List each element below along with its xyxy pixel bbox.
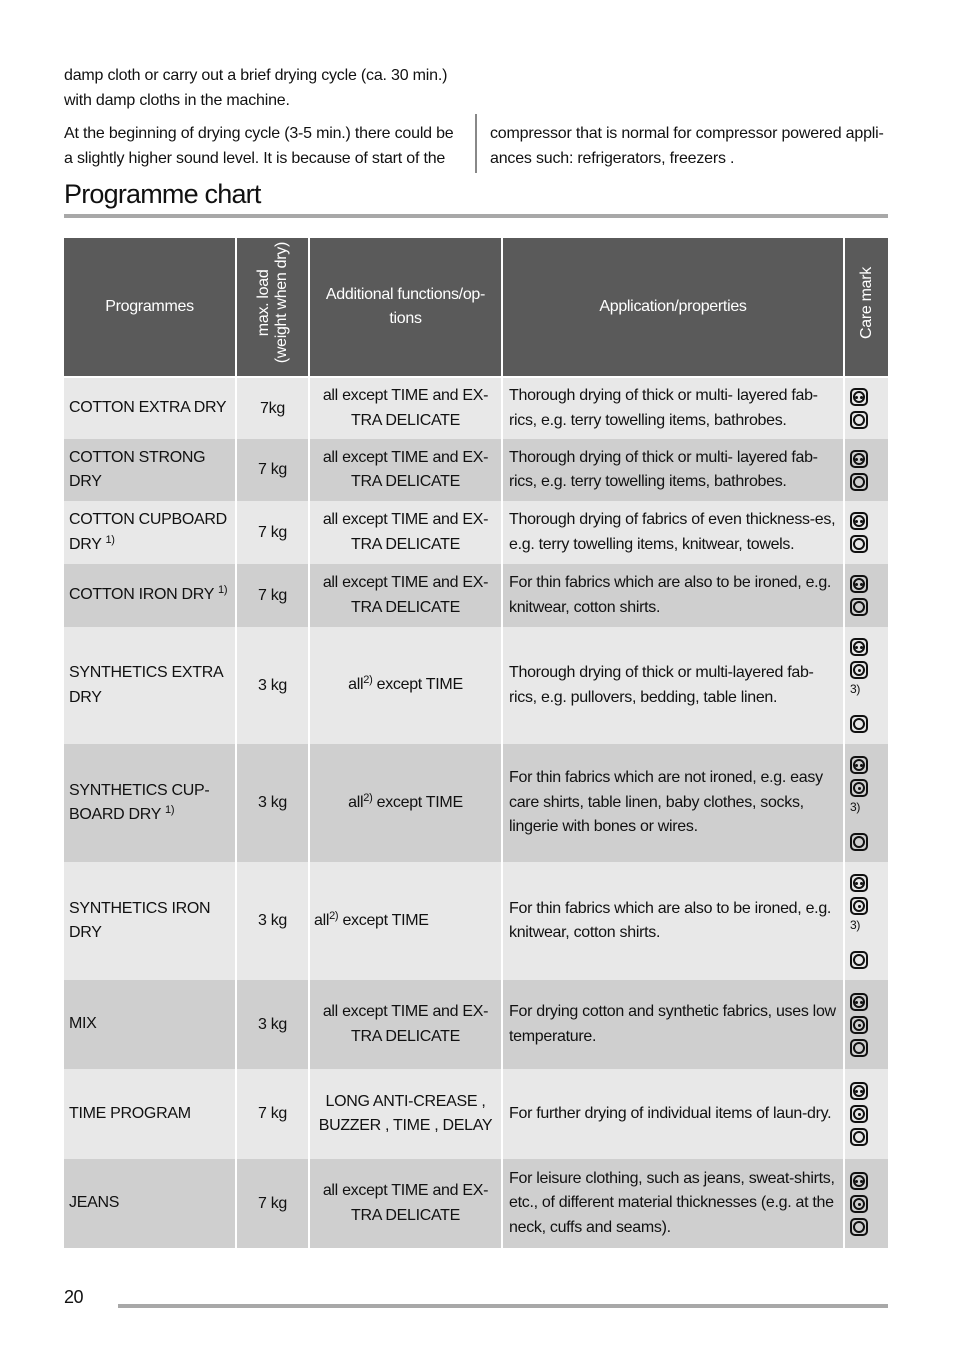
table-row: [64, 627, 888, 744]
table-row: [64, 1159, 888, 1248]
programme-cell: [64, 744, 236, 862]
programme-name: COTTON EXTRA DRY: [69, 399, 227, 417]
functions-tail: except TIME: [372, 793, 463, 811]
functions-text: all except TIME and EX-TRA DELICATE: [322, 511, 489, 553]
programme-cell: [64, 1069, 236, 1159]
tumble-dry-normal-icon: [850, 1172, 868, 1190]
table-row: [64, 744, 888, 862]
care-mark-cell: [844, 377, 888, 439]
programme-name: COTTON STRONG DRY: [69, 448, 206, 490]
application-cell: For further drying of individual items of laun-dry.: [502, 1069, 844, 1159]
header-application: Application/properties: [502, 238, 844, 377]
functions-footnote: 2): [363, 791, 373, 804]
functions-cell: [309, 744, 502, 862]
tumble-dry-normal-icon: [850, 993, 868, 1011]
tumble-dry-icon: [850, 833, 868, 851]
programme-cell: [64, 627, 236, 744]
care-mark-cell: [844, 1159, 888, 1248]
functions-text: all except TIME and EX-TRA DELICATE: [322, 1182, 489, 1224]
programme-cell: [64, 862, 236, 980]
care-mark-cell: [844, 744, 888, 862]
functions-text: all except TIME and EX-TRA DELICATE: [322, 574, 489, 616]
tumble-dry-icon: [850, 951, 868, 969]
tumble-dry-icon: [850, 411, 868, 429]
functions-text: LONG ANTI-CREASE , BUZZER , TIME , DELAY: [318, 1092, 493, 1134]
functions-cell: [309, 1069, 502, 1159]
title-rule: [64, 214, 888, 218]
application-cell: For thin fabrics which are also to be ironed, e.g. knitwear, cotton shirts.: [502, 564, 844, 627]
programme-name: COTTON CUPBOARD DRY: [69, 511, 227, 553]
care-mark-cell: [844, 627, 888, 744]
max-load-cell: 7 kg: [236, 1069, 309, 1159]
functions-cell: [309, 439, 502, 501]
tumble-dry-icon: [850, 598, 868, 616]
table-row: [64, 501, 888, 564]
tumble-dry-normal-icon: [850, 1082, 868, 1100]
header-programmes: Programmes: [64, 238, 236, 377]
intro-paragraph-3: compressor that is normal for compressor powered appli-ances such: refrigerators, freezers .: [490, 125, 884, 167]
programme-cell: [64, 564, 236, 627]
functions-cell: [309, 862, 502, 980]
programme-cell: [64, 439, 236, 501]
care-mark-cell: [844, 862, 888, 980]
functions-text: all: [348, 676, 364, 694]
programme-name: COTTON IRON DRY: [69, 586, 214, 604]
programme-footnote: 1): [165, 804, 175, 816]
max-load-cell: 7 kg: [236, 1159, 309, 1248]
tumble-dry-icon: [850, 535, 868, 553]
tumble-dry-icon: [850, 715, 868, 733]
table-header-row: [64, 238, 888, 377]
column-divider: [475, 114, 477, 173]
care-mark-cell: [844, 564, 888, 627]
application-cell: For thin fabrics which are not ironed, e.g. easy care shirts, table linen, baby clothes, socks, lingerie with bones or wires.: [502, 744, 844, 862]
care-mark-cell: [844, 439, 888, 501]
application-cell: Thorough drying of thick or multi-layered fab-rics, e.g. pullovers, bedding, table linen.: [502, 627, 844, 744]
tumble-dry-normal-icon: [850, 450, 868, 468]
tumble-dry-low-icon: [850, 897, 868, 915]
tumble-dry-icon: [850, 1039, 868, 1057]
programme-name: MIX: [69, 1015, 97, 1033]
tumble-dry-normal-icon: [850, 512, 868, 530]
tumble-dry-normal-icon: [850, 874, 868, 892]
programme-name: SYNTHETICS EXTRA DRY: [69, 664, 223, 706]
programme-chart-table: [64, 238, 888, 1248]
functions-text: all except TIME and EX-TRA DELICATE: [322, 387, 489, 429]
functions-tail: except TIME: [338, 911, 429, 929]
care-footnote: 3): [850, 917, 861, 932]
tumble-dry-low-icon: [850, 779, 868, 797]
max-load-cell: 3 kg: [236, 627, 309, 744]
functions-text: all: [314, 911, 330, 929]
tumble-dry-icon: [850, 473, 868, 491]
table-row: [64, 564, 888, 627]
functions-cell: [309, 564, 502, 627]
header-max-load-line2: (weight when dry): [272, 242, 290, 364]
programme-cell: [64, 501, 236, 564]
max-load-cell: 3 kg: [236, 744, 309, 862]
tumble-dry-normal-icon: [850, 388, 868, 406]
application-cell: For leisure clothing, such as jeans, sweat-shirts, etc., of different material thicknesses (e.g. at the neck, cuffs and seams).: [502, 1159, 844, 1248]
tumble-dry-low-icon: [850, 661, 868, 679]
table-row: [64, 1069, 888, 1159]
care-mark-cell: [844, 980, 888, 1069]
max-load-cell: 7 kg: [236, 439, 309, 501]
programme-name: TIME PROGRAM: [69, 1104, 191, 1122]
programme-footnote: 1): [105, 533, 115, 546]
table-body: [64, 377, 888, 1248]
functions-cell: [309, 377, 502, 439]
application-cell: Thorough drying of thick or multi- layered fab-rics, e.g. terry towelling items, bathrobes.: [502, 377, 844, 439]
tumble-dry-low-icon: [850, 1105, 868, 1123]
programme-footnote: 1): [218, 584, 228, 597]
tumble-dry-normal-icon: [850, 638, 868, 656]
max-load-cell: 3 kg: [236, 862, 309, 980]
tumble-dry-low-icon: [850, 1195, 868, 1213]
max-load-cell: 7 kg: [236, 564, 309, 627]
max-load-cell: 3 kg: [236, 980, 309, 1069]
functions-text: all except TIME and EX-TRA DELICATE: [322, 1003, 489, 1045]
header-max-load-line1: max. load: [254, 269, 272, 337]
intro-paragraph-1: damp cloth or carry out a brief drying cycle (ca. 30 min.) with damp cloths in the machine.: [64, 67, 448, 109]
programme-name: SYNTHETICS CUP-BOARD DRY: [69, 781, 210, 823]
application-cell: For drying cotton and synthetic fabrics, uses low temperature.: [502, 980, 844, 1069]
table-row: [64, 980, 888, 1069]
max-load-cell: 7 kg: [236, 501, 309, 564]
functions-cell: [309, 627, 502, 744]
programme-cell: [64, 1159, 236, 1248]
table-row: [64, 439, 888, 501]
care-mark-cell: [844, 501, 888, 564]
functions-tail: except TIME: [372, 676, 463, 694]
application-cell: Thorough drying of thick or multi- layered fab-rics, e.g. terry towelling items, bathrobes.: [502, 439, 844, 501]
intro-paragraph-2: At the beginning of drying cycle (3-5 min.) there could be a slightly higher sound level. It is because of start of the: [64, 125, 454, 167]
functions-cell: [309, 501, 502, 564]
programme-name: SYNTHETICS IRON DRY: [69, 899, 211, 941]
max-load-cell: 7kg: [236, 377, 309, 439]
functions-text: all: [348, 793, 364, 811]
table-row: [64, 862, 888, 980]
programme-name: JEANS: [69, 1194, 120, 1212]
tumble-dry-low-icon: [850, 1016, 868, 1034]
functions-text: all except TIME and EX-TRA DELICATE: [322, 448, 489, 490]
care-footnote: 3): [850, 682, 861, 696]
footer-rule: [118, 1304, 888, 1308]
programme-cell: [64, 377, 236, 439]
functions-footnote: 2): [329, 909, 339, 922]
header-functions: Additional functions/op-tions: [309, 238, 502, 377]
functions-cell: [309, 980, 502, 1069]
header-max-load: [236, 238, 309, 377]
section-title: Programme chart: [64, 179, 261, 209]
functions-cell: [309, 1159, 502, 1248]
application-cell: For thin fabrics which are also to be ironed, e.g. knitwear, cotton shirts.: [502, 862, 844, 980]
header-care-mark: Care mark: [844, 238, 888, 377]
functions-footnote: 2): [363, 674, 373, 687]
programme-cell: [64, 980, 236, 1069]
tumble-dry-icon: [850, 1218, 868, 1236]
tumble-dry-normal-icon: [850, 575, 868, 593]
tumble-dry-normal-icon: [850, 756, 868, 774]
table-row: [64, 377, 888, 439]
care-mark-cell: [844, 1069, 888, 1159]
care-footnote: 3): [850, 799, 861, 814]
application-cell: Thorough drying of fabrics of even thickness-es, e.g. terry towelling items, knitwear, towels.: [502, 501, 844, 564]
tumble-dry-icon: [850, 1128, 868, 1146]
page-number: 20: [64, 1287, 84, 1307]
